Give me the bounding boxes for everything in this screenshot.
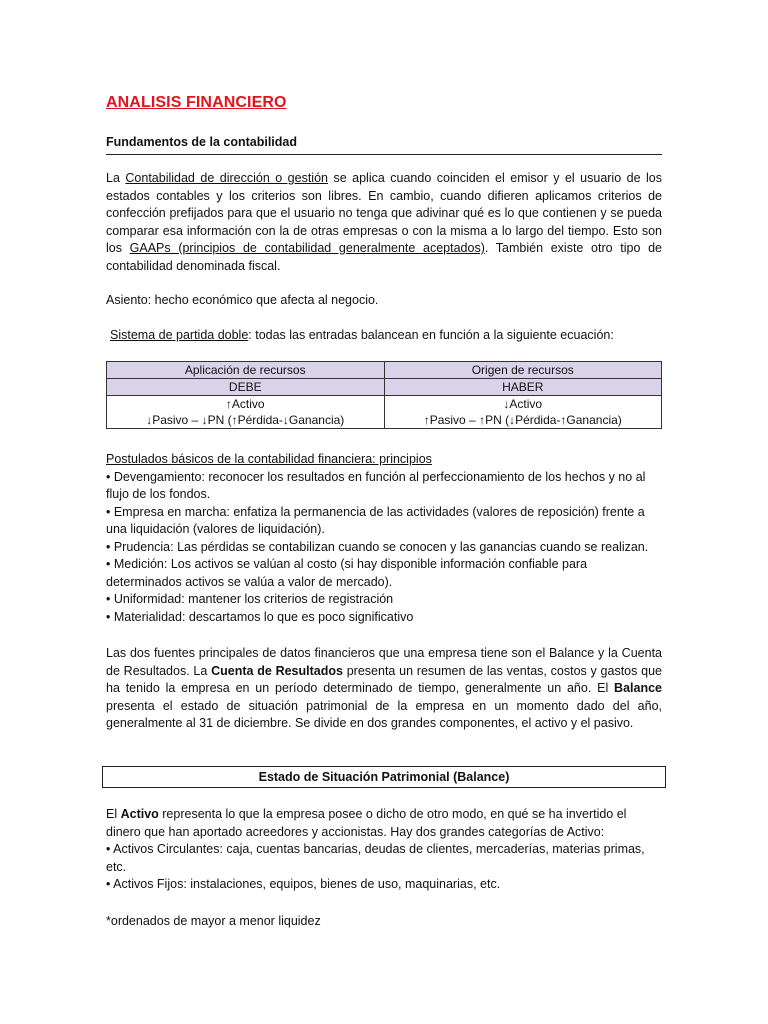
balance-term: Balance <box>614 681 662 695</box>
asiento-paragraph: Asiento: hecho económico que afecta al negocio. <box>106 293 379 307</box>
intro-text-1: La <box>106 171 126 185</box>
activo-text-2: representa lo que la empresa posee o dicho de otro modo, en qué se ha invertido el dinero que han aportado acreedores y accionistas. Hay dos grandes categorías de Activo: <box>106 807 627 839</box>
debe-line-1: ↑Activo <box>225 397 265 411</box>
origen-header: Origen de recursos <box>384 362 662 379</box>
haber-line-1: ↓Activo <box>503 397 543 411</box>
fuentes-text-3: presenta el estado de situación patrimonial de la empresa en un momento dado del año, generalmente al 31 de diciembre. Se divide en dos grandes componentes, el activo y el pasivo. <box>106 698 662 730</box>
document-title: ANALISIS FINANCIERO <box>106 94 287 111</box>
partida-doble-table <box>106 361 662 429</box>
list-item: • Activos Fijos: instalaciones, equipos, bienes de uso, maquinarias, etc. <box>106 877 501 891</box>
debe-cell <box>107 396 385 429</box>
debe-line-2: ↓Pasivo – ↓PN (↑Pérdida-↓Ganancia) <box>146 413 345 427</box>
partida-doble-term: Sistema de partida doble <box>110 328 249 342</box>
partida-doble-text: : todas las entradas balancean en función a la siguiente ecuación: <box>248 328 614 342</box>
list-item: • Activos Circulantes: caja, cuentas bancarias, deudas de clientes, mercaderías, materias primas, etc. <box>106 842 645 874</box>
balance-section-box: Estado de Situación Patrimonial (Balance) <box>102 766 666 788</box>
partida-doble-paragraph <box>110 327 666 345</box>
list-item: • Empresa en marcha: enfatiza la permanencia de las actividades (valores de reposición) frente a una liquidación (valores de liquidación). <box>106 504 645 536</box>
contabilidad-gestion-term: Contabilidad de dirección o gestión <box>125 171 328 185</box>
cuenta-resultados-term: Cuenta de Resultados <box>211 663 343 678</box>
activo-text-1: El <box>106 807 121 821</box>
list-item: • Uniformidad: mantener los criterios de registración <box>106 592 394 606</box>
list-item: • Medición: Los activos se valúan al costo (si hay disponible información confiable para determinados activos se valúa a valor de mercado). <box>106 557 588 589</box>
haber-line-2: ↑Pasivo – ↑PN (↓Pérdida-↑Ganancia) <box>423 413 622 427</box>
postulados-block <box>106 451 662 626</box>
table-row <box>107 379 662 396</box>
gaaps-term: GAAPs (principios de contabilidad generalmente aceptados) <box>129 241 485 255</box>
table-row <box>107 362 662 379</box>
fuentes-paragraph <box>106 645 662 733</box>
footnote: *ordenados de mayor a menor liquidez <box>106 914 321 928</box>
intro-text-3: . También existe otro tipo de contabilidad denominada fiscal. <box>106 241 662 273</box>
intro-text-2: se aplica cuando coinciden el emisor y el usuario de los estados contables y los criterios son libres. En cambio, cuando difieren aplicamos criterios de confección prefijados para que el usuario no tenga que adivinar qué es lo que contienen y se pueda comparar esa información con la de otras empresas o con la misma a lo largo del tiempo. Esto son los <box>106 171 662 255</box>
activo-block <box>106 806 662 894</box>
intro-paragraph <box>106 170 662 275</box>
postulados-heading: Postulados básicos de la contabilidad financiera: principios <box>106 452 432 466</box>
aplicacion-header: Aplicación de recursos <box>107 362 385 379</box>
activo-paragraph <box>106 806 662 841</box>
activo-term: Activo <box>120 807 159 821</box>
list-item: • Prudencia: Las pérdidas se contabilizan cuando se conocen y las ganancias cuando se realizan. <box>106 539 649 554</box>
table-row <box>107 396 662 429</box>
list-item: • Devengamiento: reconocer los resultados en función al perfeccionamiento de los hechos y no al flujo de los fondos. <box>106 469 646 501</box>
section-heading: Fundamentos de la contabilidad <box>106 134 662 155</box>
fuentes-text-2: presenta un resumen de las ventas, costos y gastos que ha tenido la empresa en un período determinado de tiempo, generalmente un año. El <box>106 663 662 695</box>
list-item: • Materialidad: descartamos lo que es poco significativo <box>106 609 414 624</box>
fuentes-text-1: Las dos fuentes principales de datos financieros que una empresa tiene son el Balance y la Cuenta de Resultados. La <box>106 646 662 678</box>
debe-header: DEBE <box>107 379 385 396</box>
haber-cell <box>384 396 662 429</box>
haber-header: HABER <box>384 379 662 396</box>
